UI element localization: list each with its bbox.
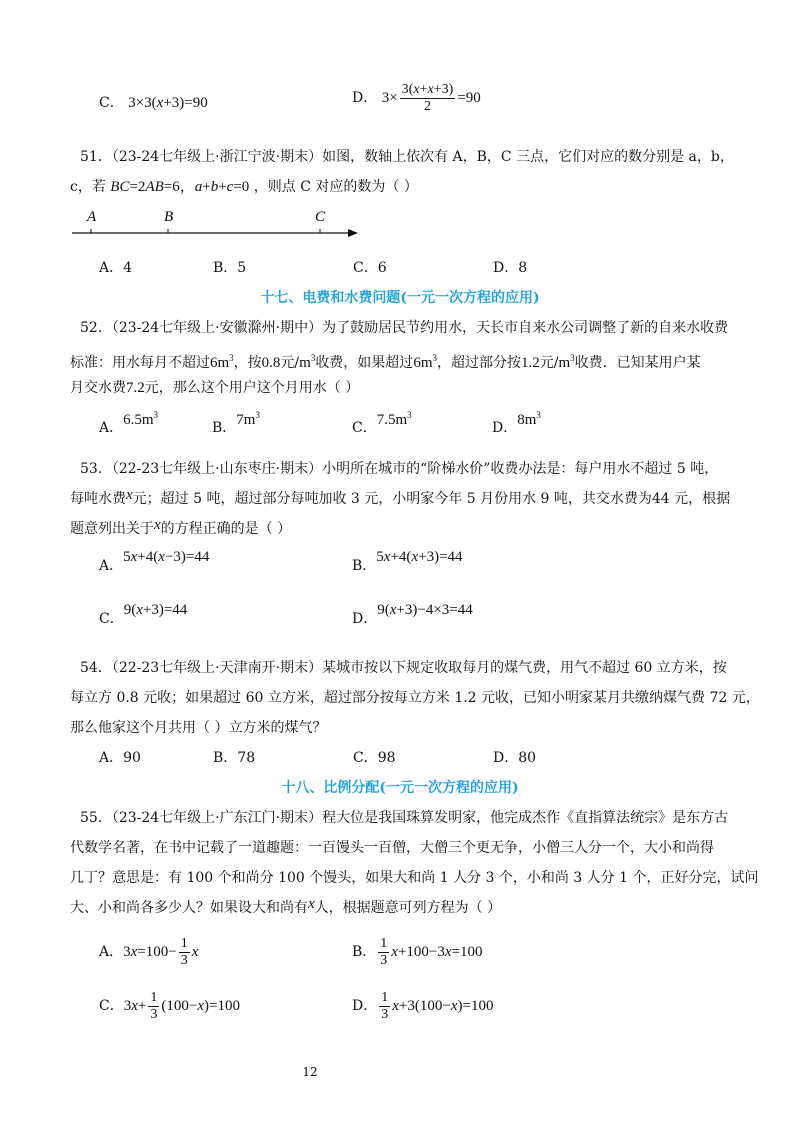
q51-option-d: D．8: [493, 260, 528, 276]
q53-option-c: C．9(x+3)=44: [99, 602, 188, 627]
q55-line4: 大、小和尚各多少人？如果设大和尚有x人，根据题意可列方程为（ ）: [70, 896, 502, 916]
equation: BC=2AB=6，a+b+c=0: [110, 179, 250, 195]
q53-line1: 53．（22-23七年级上·山东枣庄·期末）小明所在城市的“阶梯水价”收费办法是：每户用水不超过 5 吨，: [80, 461, 719, 477]
q55-option-b: B． $\frac{1}{3}$ x+100−3x=100: [352, 936, 483, 968]
point-label-c: C: [315, 209, 326, 225]
q52-line3: 月交水费7.2元，那么这个用户这个月用水（ ）: [70, 380, 360, 396]
section-heading-18: 十八、比例分配(一元一次方程的应用): [281, 780, 519, 796]
q55-line3: 几丁？意思是：有 100 个和尚分 100 个馒头，如果大和尚 1 人分 3 个，小和尚 3 人分 1 个，正好分完，试问: [70, 870, 759, 886]
q54-line2: 每立方 0.8 元收；如果超过 60 立方米，超过部分按每立方米 1.2 元收，已知小明家某月共缴纳煤气费 72 元，: [70, 690, 760, 706]
q53-option-d: D．9(x+3)−4×3=44: [352, 602, 473, 627]
q55-option-c: C．3x+ $\frac{1}{3}$ (100−x)=100: [99, 990, 240, 1022]
q55-option-a: A．3x=100− $\frac{1}{3}$ x: [99, 936, 199, 968]
q54-option-c: C．98: [353, 750, 396, 766]
q50-option-c: [99, 93, 208, 113]
q54-line1: 54．（22-23七年级上·天津南开·期末）某城市按以下规定收取每月的煤气费，用气不超过 60 立方米，按: [80, 660, 727, 676]
q55-option-d: D． $\frac{1}{3}$ x+3(100−x)=100: [352, 990, 494, 1022]
q53-option-a: A．5x+4(x−3)=44: [99, 549, 210, 574]
q52-option-d: D．$8m^3$: [492, 410, 541, 436]
option-label: C．: [99, 95, 124, 111]
q52-option-a: A．$6.5m^3$: [99, 410, 159, 436]
arrow-head-icon: [348, 229, 358, 237]
page-number: 12: [302, 1065, 318, 1079]
q52-line2: 标准：用水每月不超过$6m^3$，按0.8元$/m^3$收费，如果超过$6m^3$，超过部分按1.2元$/m^3$收费．已知某用户某: [70, 353, 701, 371]
point-label-a: A: [87, 209, 97, 225]
q55-line2: 代数学名著，在书中记载了一道趣题：一百馒头一百僧，大僧三个更无争，小僧三人分一个，大小和尚得: [70, 840, 714, 856]
q51-option-b: B．5: [213, 260, 247, 276]
q52-option-c: C．$7.5m^3$: [352, 410, 412, 436]
q54-option-d: D．80: [493, 750, 537, 766]
q51-line2: c，若 BC=2AB=6，a+b+c=0 ，则点 C 对应的数为（ ）: [70, 179, 418, 195]
q53-option-b: B．5x+4(x+3)=44: [352, 549, 463, 574]
q54-option-a: A．90: [99, 750, 141, 766]
q54-option-b: B．78: [213, 750, 256, 766]
equation: 3×3(x+3)=90: [128, 95, 208, 111]
q51-option-a: A．4: [99, 260, 133, 276]
option-label: D．: [352, 89, 378, 106]
q53-line3: 题意列出关于x的方程正确的是（ ）: [70, 517, 292, 537]
equation: 3× $\frac{3(x+x+3)}{2}$ =90: [381, 82, 481, 114]
q51-option-c: C．6: [353, 260, 387, 276]
q52-option-b: B．$7m^3$: [212, 410, 260, 436]
q53-line2: 每吨水费x元；超过 5 吨，超过部分每吨加收 3 元，小明家今年 5 月份用水 9 吨，共交水费为44 元，根据: [70, 487, 731, 507]
q54-line3: 那么他家这个月共用（ ）立方米的煤气？: [70, 720, 327, 736]
number-line-diagram: [70, 205, 370, 245]
q50-option-d: [352, 82, 481, 115]
q55-line1: 55．（23-24七年级上·广东江门·期末）程大位是我国珠算发明家，他完成杰作《直指算法统宗》是东方古: [80, 810, 729, 826]
q52-line1: 52．（23-24七年级上·安徽滁州·期中）为了鼓励居民节约用水，天长市自来水公司调整了新的自来水收费: [80, 320, 729, 336]
point-label-b: B: [164, 209, 174, 225]
q51-line1: 51．（23-24七年级上·浙江宁波·期末）如图，数轴上依次有 A，B，C 三点，它们对应的数分别是 a，b，: [80, 149, 734, 165]
section-heading-17: 十七、电费和水费问题(一元一次方程的应用): [260, 290, 540, 306]
